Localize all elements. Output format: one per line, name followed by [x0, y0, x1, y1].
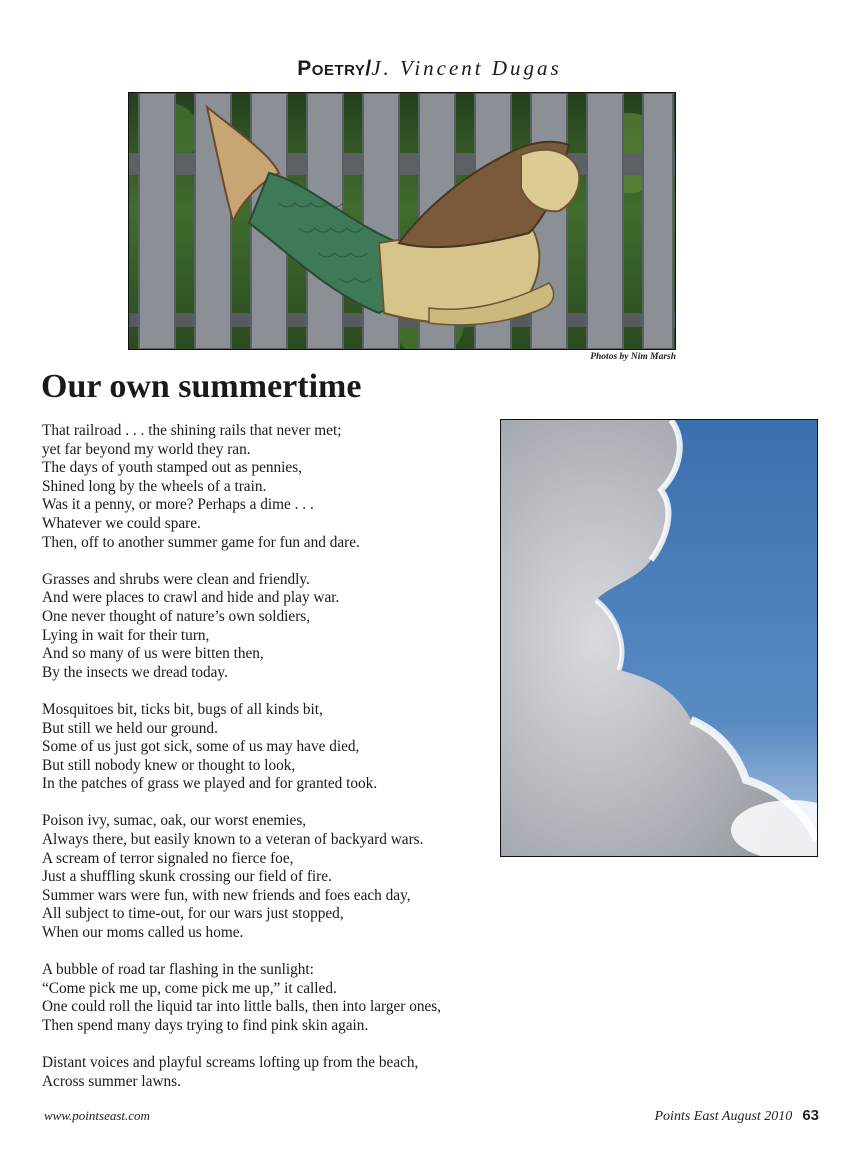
poem-line: Was it a penny, or more? Perhaps a dime . . . — [42, 496, 314, 514]
section-label: Poetry — [297, 57, 366, 80]
stanza — [42, 701, 502, 794]
poem-line: Across summer lawns. — [42, 1072, 181, 1090]
poem-line: Lying in wait for their turn, — [42, 626, 210, 644]
poem-line: Distant voices and playful screams lofting up from the beach, — [42, 1054, 419, 1072]
poem-line: Poison ivy, sumac, oak, our worst enemies, — [42, 812, 307, 830]
poem-line: One never thought of nature’s own soldiers, — [42, 607, 311, 625]
stanza — [42, 961, 502, 1035]
stanza — [42, 571, 502, 683]
poem-line: A scream of terror signaled no fierce foe, — [42, 849, 294, 867]
poem-body — [42, 422, 502, 1110]
poem-line: That railroad . . . the shining rails that never met; — [42, 422, 342, 439]
poem-line: Some of us just got sick, some of us may have died, — [42, 738, 360, 756]
poem-line: When our moms called us home. — [42, 924, 244, 942]
poem-line: Grasses and shrubs were clean and friendly. — [42, 570, 310, 588]
photo-credit: Photos by Nim Marsh — [590, 352, 676, 362]
cloud-photo — [500, 419, 818, 857]
poem-line: A bubble of road tar flashing in the sunlight: — [42, 961, 314, 979]
page-footer — [655, 1107, 820, 1125]
mermaid-photo — [128, 92, 676, 350]
poem-line: And were places to crawl and hide and play war. — [42, 589, 340, 607]
poem-line: Always there, but easily known to a veteran of backyard wars. — [42, 831, 424, 849]
stanza — [42, 422, 502, 552]
poem-line: One could roll the liquid tar into little balls, then into larger ones, — [42, 998, 442, 1016]
poem-line: Then, off to another summer game for fun and dare. — [42, 533, 360, 551]
poem-line: By the insects we dread today. — [42, 663, 228, 681]
poem-line: But still we held our ground. — [42, 719, 218, 737]
author-name: J. Vincent Dugas — [371, 56, 562, 80]
poem-line: Shined long by the wheels of a train. — [42, 477, 267, 495]
poem-line: But still nobody knew or thought to look, — [42, 756, 296, 774]
poem-line: Whatever we could spare. — [42, 514, 201, 532]
website-url: www.pointseast.com — [44, 1108, 150, 1123]
stanza — [42, 1054, 502, 1091]
poem-line: Mosquitoes bit, ticks bit, bugs of all kinds bit, — [42, 700, 323, 718]
page-header — [0, 55, 859, 82]
poem-line: In the patches of grass we played and for granted took. — [42, 775, 378, 793]
poem-title: Our own summertime — [41, 368, 362, 405]
poem-line: All subject to time-out, for our wars just stopped, — [42, 905, 344, 923]
poem-line: yet far beyond my world they ran. — [42, 440, 251, 458]
page-number: 63 — [802, 1107, 819, 1124]
publication-name: Points East August 2010 — [654, 1109, 793, 1124]
poem-line: Summer wars were fun, with new friends and foes each day, — [42, 886, 411, 904]
poem-line: The days of youth stamped out as pennies, — [42, 459, 302, 477]
poem-line: Then spend many days trying to find pink skin again. — [42, 1017, 369, 1034]
header-separator: / — [365, 57, 372, 80]
poem-line: “Come pick me up, come pick me up,” it called. — [42, 979, 337, 997]
stanza — [42, 812, 502, 942]
poem-line: And so many of us were bitten then, — [42, 645, 264, 663]
poem-line: Just a shuffling skunk crossing our field of fire. — [42, 868, 332, 886]
